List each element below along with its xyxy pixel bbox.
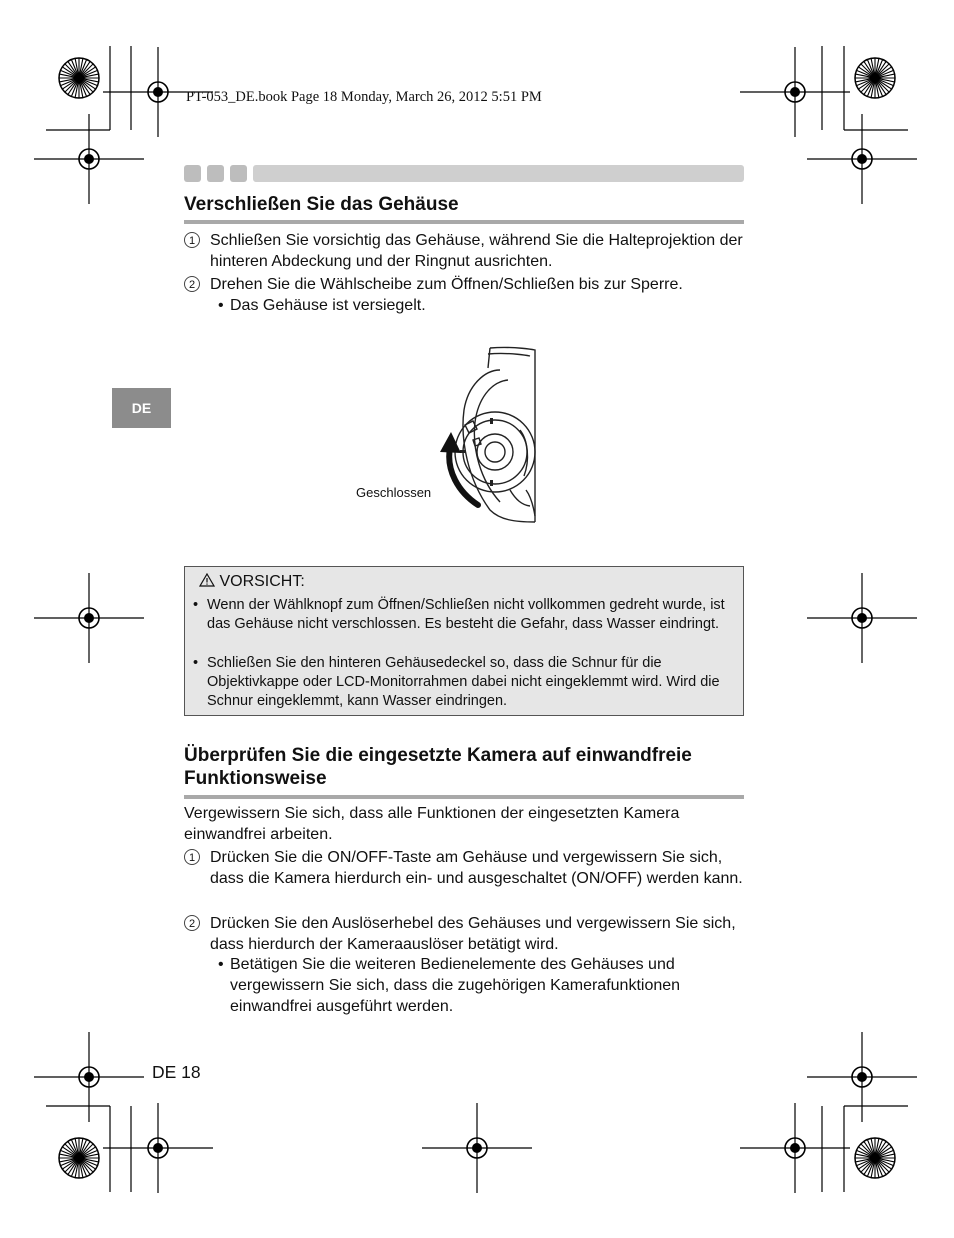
step-text: Schließen Sie vorsichtig das Gehäuse, während Sie die Halteprojektion der hinteren Abdeckung und der Ringnut ausrichten. [210,232,743,270]
bullet-item: • Betätigen Sie die weiteren Bedienelemente des Gehäuses und vergewissern Sie sich, dass die zugehörigen Kamerafunktionen einwandfrei ausgeführt werden. [218,954,748,1017]
step-text: Drehen Sie die Wählscheibe zum Öffnen/Schließen bis zur Sperre. [210,276,683,293]
illustration-label: Geschlossen [356,485,432,500]
housing-illustration [340,340,540,530]
step-text: Drücken Sie den Auslöserhebel des Gehäuses und vergewissern Sie sich, dass hierdurch der Kameraauslöser betätigt wird. [210,915,736,953]
caution-item: • Wenn der Wählknopf zum Öffnen/Schließen nicht vollkommen gedreht wurde, ist das Gehäuse nicht verschlossen. Es besteht die Gefahr, dass Wasser eindringt. [193,596,733,634]
caution-box [184,566,744,716]
caution-title [199,572,305,592]
page-number: DE 18 [152,1062,201,1082]
step-number: 2 [184,276,200,292]
step-number: 2 [184,915,200,931]
step-1 [184,230,744,272]
caution-item: • Schließen Sie den hinteren Gehäusedeckel so, dass die Schnur für die Objektivkappe oder LCD-Monitorrahmen dabei nicht eingeklemmt wird. Wird die Schnur eingeklemmt, kann Wasser eindringen. [193,654,733,711]
header-bar-block [184,165,201,182]
caution-title-text: VORSICHT: [219,573,305,590]
file-info: PT-053_DE.book Page 18 Monday, March 26, 2012 5:51 PM [186,89,542,105]
step-2 [184,274,744,295]
step-number: 1 [184,849,200,865]
step-number: 1 [184,232,200,248]
section-heading-close-housing: Verschließen Sie das Gehäuse [184,194,459,215]
header-bar-strip [253,165,744,182]
step-2 [184,913,744,955]
header-bar-block [207,165,224,182]
bullet-item: • Das Gehäuse ist versiegelt. [218,295,748,316]
heading-rule [184,795,744,799]
heading-rule [184,220,744,224]
step-text: Drücken Sie die ON/OFF-Taste am Gehäuse und vergewissern Sie sich, dass die Kamera hierdurch ein- und ausgeschaltet (ON/OFF) werden kann. [210,849,743,887]
language-tab: DE [112,388,171,428]
step-1 [184,847,744,889]
section-heading-check-function: Überprüfen Sie die eingesetzte Kamera auf einwandfreie Funktionsweise [184,745,692,789]
header-bar [184,165,744,182]
warning-icon [199,573,215,587]
intro-paragraph: Vergewissern Sie sich, dass alle Funktionen der eingesetzten Kamera einwandfrei arbeiten. [184,805,680,843]
header-bar-block [230,165,247,182]
